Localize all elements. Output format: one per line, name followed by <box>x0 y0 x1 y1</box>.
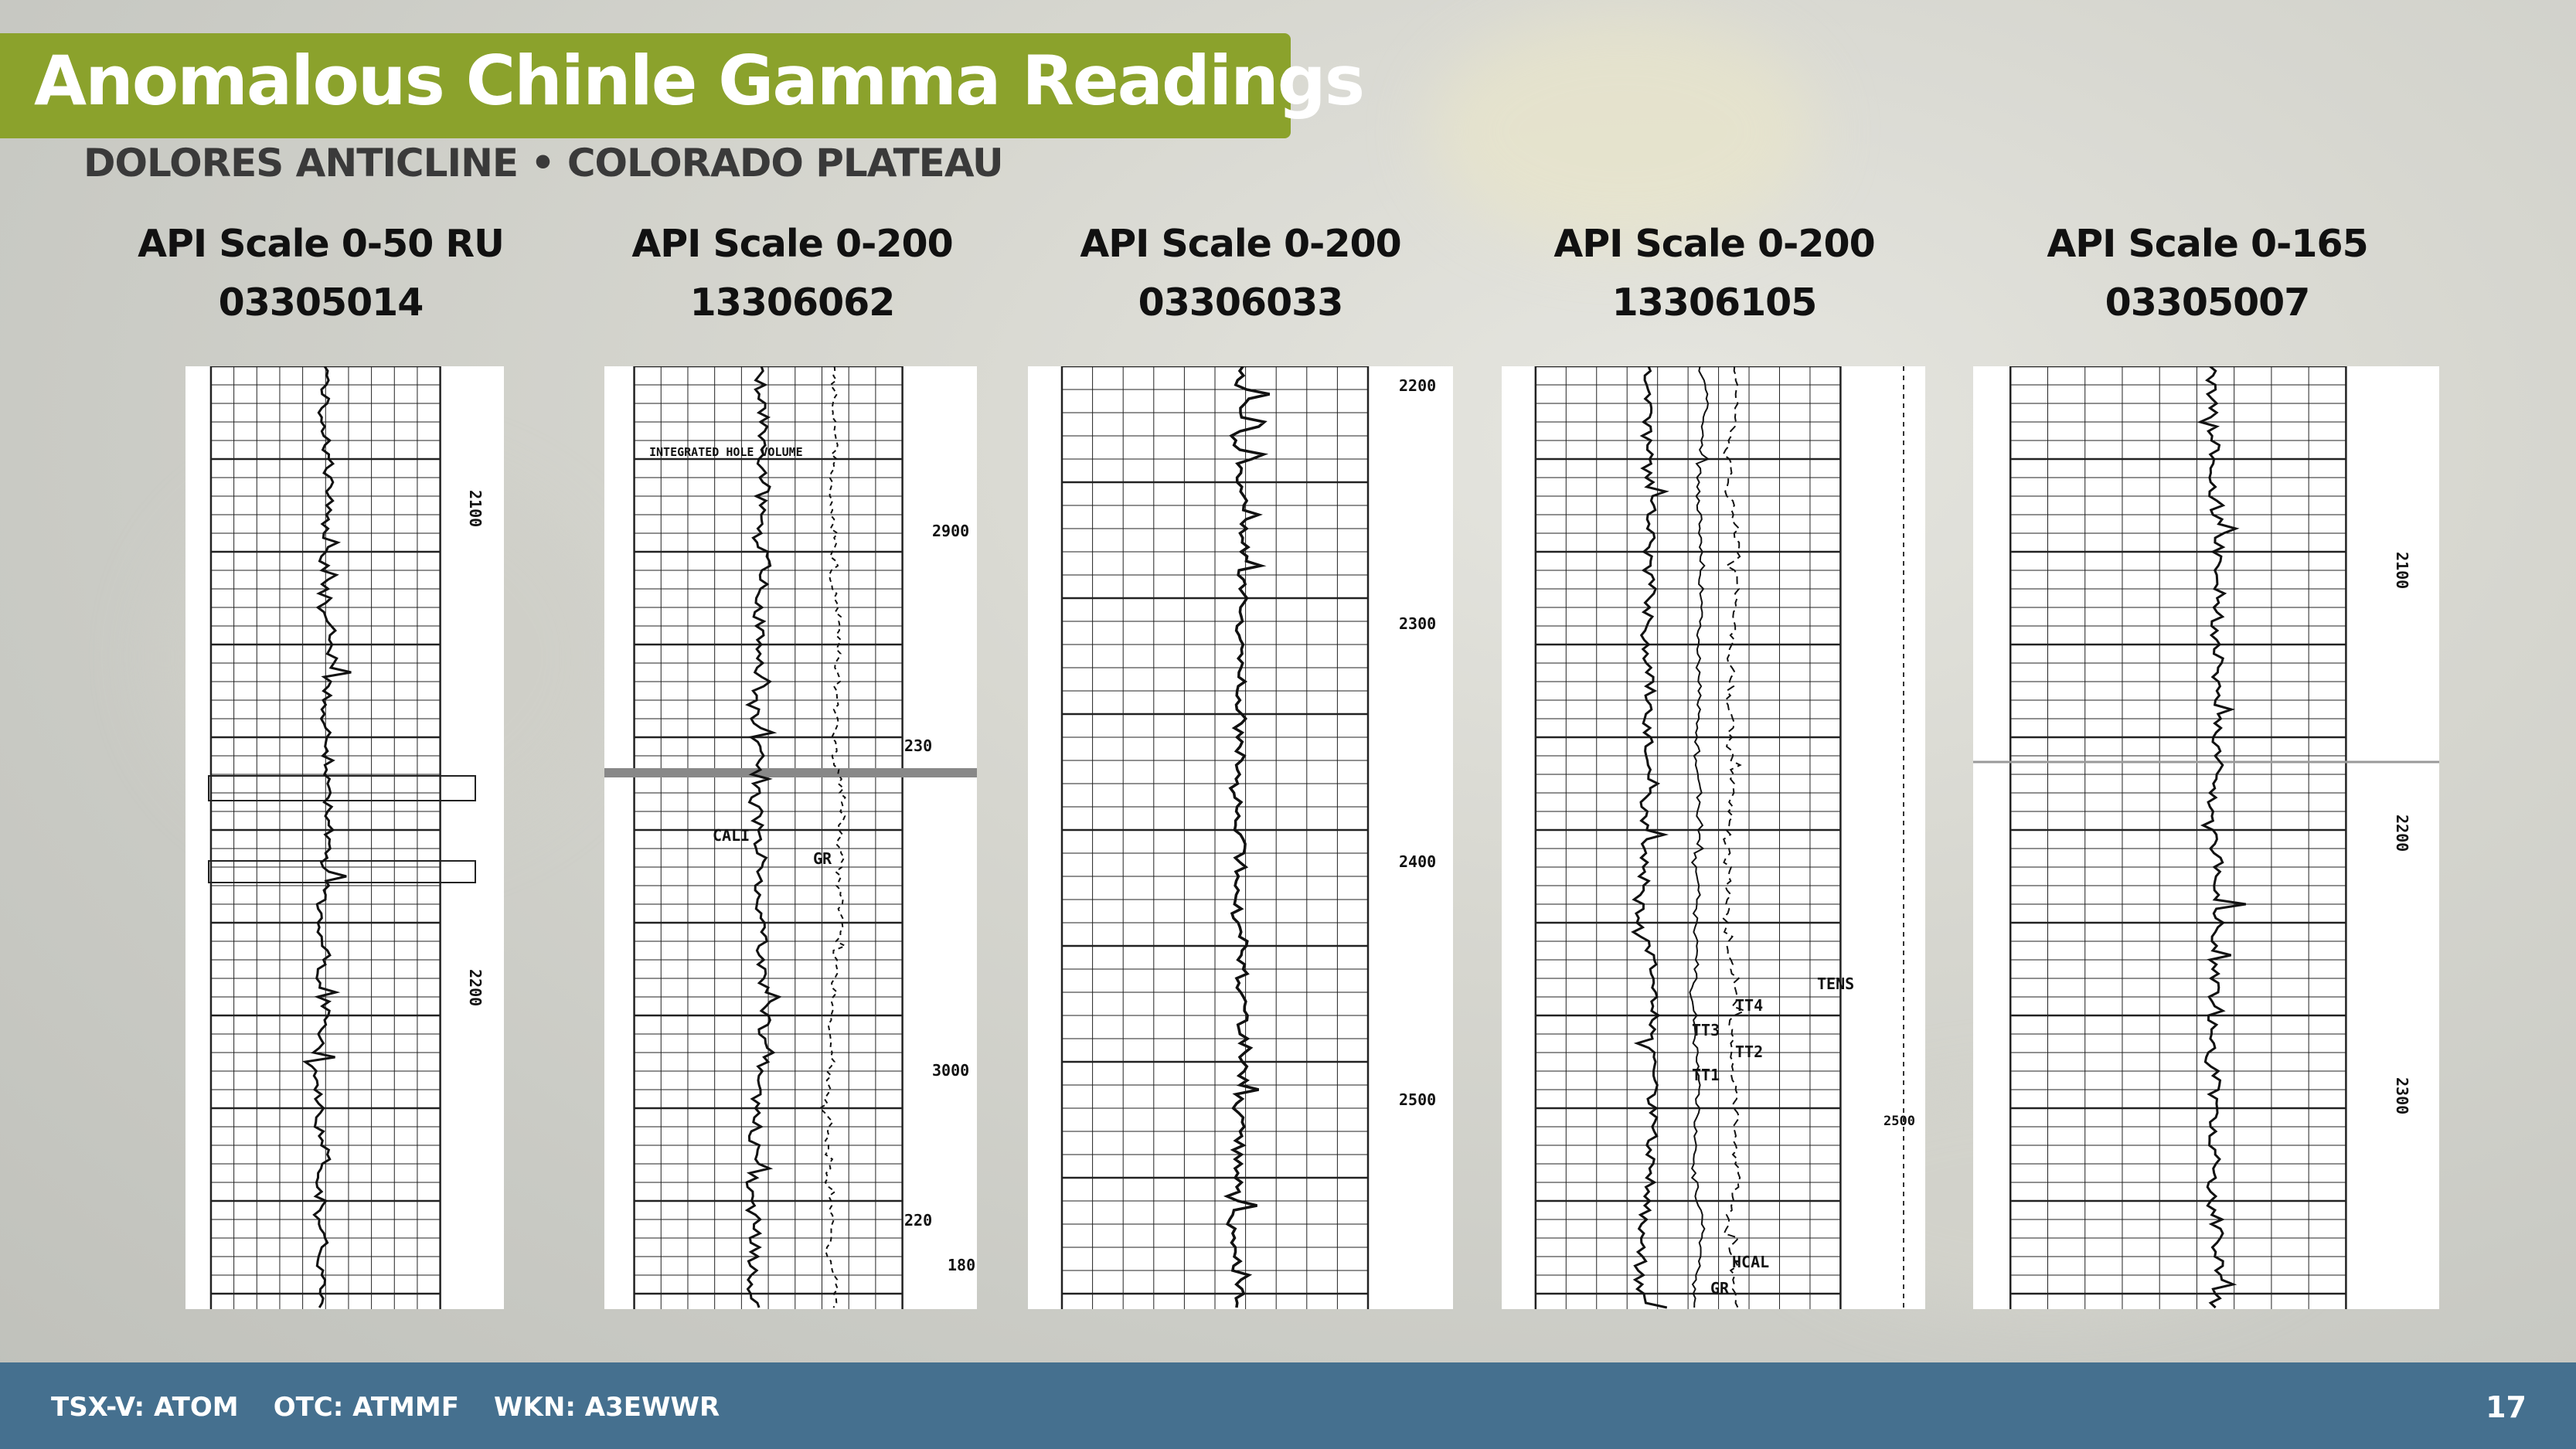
curve-annotation: GR <box>1710 1279 1730 1298</box>
travel-time-curve <box>1690 366 1708 1308</box>
log-scale: API Scale 0-50 RU <box>138 222 504 266</box>
depth-label: 2200 <box>1399 376 1437 395</box>
curve-annotation: INTEGRATED HOLE VOLUME <box>649 445 803 459</box>
curve-annotation: GR <box>813 849 832 868</box>
depth-label: 2900 <box>932 522 970 540</box>
title-banner <box>0 33 1364 138</box>
curve-annotation: TT4 <box>1735 996 1764 1015</box>
ticker-symbol: TSX-V: ATOM <box>51 1392 239 1423</box>
ticker-list <box>51 1392 750 1423</box>
well-log-image <box>1973 366 2439 1309</box>
background-blur <box>1430 15 1816 247</box>
depth-label: 2100 <box>2393 552 2411 590</box>
well-log-image <box>185 366 504 1309</box>
depth-label: 2400 <box>1399 852 1437 871</box>
log-grid <box>1536 366 1841 1309</box>
page-number: 17 <box>2486 1390 2527 1424</box>
depth-label: 2200 <box>2393 815 2411 852</box>
depth-label: 2100 <box>466 490 485 528</box>
depth-label: 3000 <box>932 1061 970 1080</box>
curve-annotation: TT1 <box>1692 1066 1720 1084</box>
footer-bar <box>0 1362 2576 1449</box>
depth-label: 2500 <box>1399 1090 1437 1109</box>
log-grid <box>2010 366 2346 1309</box>
tension-curve <box>1723 366 1744 1308</box>
curve-annotation: 220 <box>904 1211 933 1230</box>
log-scale: API Scale 0-200 <box>1080 222 1401 266</box>
curve-annotation: 230 <box>904 736 933 755</box>
gamma-curve <box>747 366 779 1308</box>
curve-annotation: TT3 <box>1692 1021 1720 1039</box>
ticker-symbol: WKN: A3EWWR <box>494 1392 720 1423</box>
page-title: Anomalous Chinle Gamma Readings <box>34 41 1364 121</box>
log-grid <box>1062 366 1368 1309</box>
log-well-id: 03305007 <box>2105 281 2310 325</box>
curve-annotation: TT2 <box>1735 1043 1764 1061</box>
log-well-id: 13306105 <box>1611 281 1817 325</box>
log-header <box>1991 215 2424 332</box>
log-well-id: 03306033 <box>1138 281 1343 325</box>
ticker-symbol: OTC: ATMMF <box>273 1392 459 1423</box>
curve-annotation: TENS <box>1817 975 1855 993</box>
log-header <box>104 215 537 332</box>
log-header <box>1498 215 1931 332</box>
log-header <box>576 215 1009 332</box>
gamma-curve <box>2200 366 2246 1308</box>
log-well-id: 13306062 <box>689 281 895 325</box>
well-log-image <box>1502 366 1925 1309</box>
gamma-curve <box>305 366 351 1308</box>
log-scale: API Scale 0-165 <box>2047 222 2368 266</box>
log-scale: API Scale 0-200 <box>631 222 953 266</box>
log-grid <box>211 366 441 1309</box>
depth-label: 2300 <box>1399 614 1437 633</box>
curve-annotation: CALI <box>713 826 750 845</box>
gamma-curve <box>1633 366 1667 1308</box>
depth-label: 2200 <box>466 969 485 1007</box>
log-well-id: 03305014 <box>218 281 424 325</box>
depth-label: 2300 <box>2393 1077 2411 1115</box>
depth-label: 2500 <box>1884 1114 1915 1129</box>
caliper-curve <box>820 366 846 1308</box>
well-log-image <box>604 366 977 1309</box>
log-header <box>1024 215 1457 332</box>
well-log-image <box>1028 366 1453 1309</box>
page-subtitle: DOLORES ANTICLINE • COLORADO PLATEAU <box>83 141 1003 185</box>
curve-annotation: HCAL <box>1732 1253 1770 1271</box>
log-scale: API Scale 0-200 <box>1553 222 1875 266</box>
gamma-curve <box>1227 366 1270 1308</box>
curve-annotation: 180 <box>948 1256 976 1274</box>
